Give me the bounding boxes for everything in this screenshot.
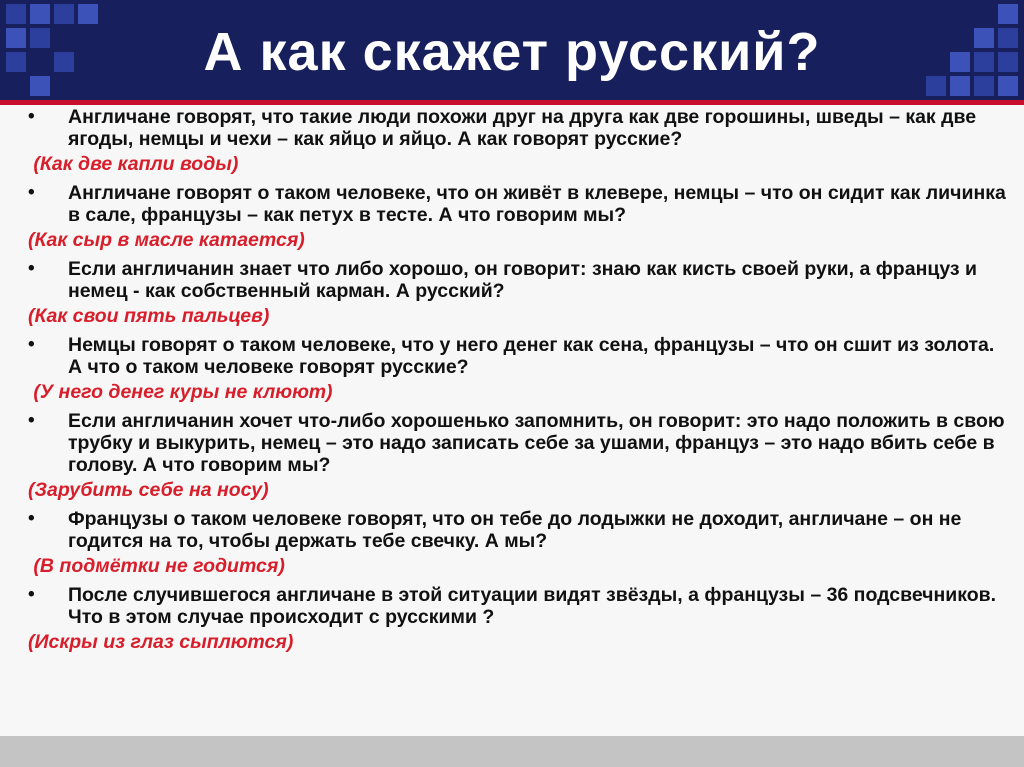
question-text: Англичане говорят, что такие люди похожи друг на друга как две горошины, шведы – как две ягоды, немцы и чехи – как яйцо и яйцо. А как говорят русские? (68, 106, 977, 150)
bullet-list (28, 106, 1008, 660)
list-item (28, 508, 1008, 552)
answer-text: (Зарубить себе на носу) (28, 479, 269, 501)
answer-text: (У него денег куры не клюют) (28, 381, 333, 403)
question-text: После случившегося англичане в этой ситуации видят звёзды, а французы – 36 подсвечников. Что в этом случае происходит с русскими ? (68, 584, 997, 628)
answer-text: (Как свои пять пальцев) (28, 305, 270, 327)
title-underline (0, 100, 1024, 105)
bullet-icon: • (28, 182, 35, 203)
answer-text: (Как сыр в масле катается) (28, 229, 305, 251)
decor-square (998, 4, 1018, 24)
question-text: Если англичанин знает что либо хорошо, он говорит: знаю как кисть своей руки, а француз и немец - как собственный карман. А русский? (68, 258, 978, 302)
answer-text: (Как две капли воды) (28, 153, 239, 175)
answer-text: (В подмётки не годится) (28, 555, 285, 577)
bullet-icon: • (28, 584, 35, 605)
bullet-icon: • (28, 334, 35, 355)
list-item (28, 334, 1008, 378)
decor-square (78, 4, 98, 24)
question-text: Французы о таком человеке говорят, что он тебе до лодыжки не доходит, англичане – он не годится на то, чтобы держать тебе свечку. А мы? (68, 508, 962, 552)
question-text: Если англичанин хочет что-либо хорошенько запомнить, он говорит: это надо положить в свою трубку и выкурить, немец – это надо записать себе за ушами, француз – это надо вбить себе в голову. А что говорим мы? (68, 410, 1005, 476)
list-item (28, 410, 1008, 476)
decor-square (54, 4, 74, 24)
decor-square (6, 4, 26, 24)
slide-title: А как скажет русский? (203, 22, 821, 82)
list-item (28, 258, 1008, 302)
bullet-icon: • (28, 508, 35, 529)
footer-bar (0, 736, 1024, 767)
bullet-icon: • (28, 106, 35, 127)
question-text: Англичане говорят о таком человеке, что он живёт в клевере, немцы – что он сидит как личинка в сале, французы – как петух в тесте. А что говорим мы? (68, 182, 1006, 226)
decor-square (30, 4, 50, 24)
list-item (28, 584, 1008, 628)
list-item (28, 182, 1008, 226)
bullet-icon: • (28, 410, 35, 431)
answer-text: (Искры из глаз сыплются) (28, 631, 294, 653)
list-item (28, 106, 1008, 150)
title-bar (0, 0, 1024, 100)
question-text: Немцы говорят о таком человеке, что у него денег как сена, французы – что он сшит из золота. А что о таком человеке говорят русские? (68, 334, 995, 378)
bullet-icon: • (28, 258, 35, 279)
